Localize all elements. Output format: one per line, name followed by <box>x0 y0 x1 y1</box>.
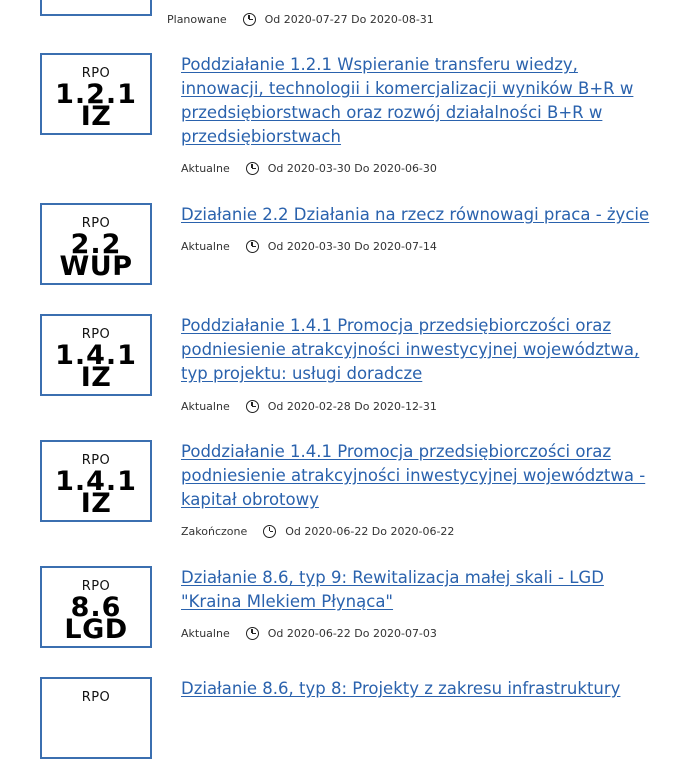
call-title-link[interactable]: Działanie 8.6, typ 8: Projekty z zakresu infrastruktury <box>181 679 621 698</box>
date-range: Od 2020-03-30 Do 2020-07-14 <box>267 239 437 253</box>
program-badge[interactable] <box>40 314 152 396</box>
status-label: Aktualne <box>181 239 230 253</box>
badge-institution: IZ <box>80 488 112 519</box>
item-meta <box>181 159 437 177</box>
program-badge[interactable] <box>40 677 152 759</box>
badge-program: RPO <box>81 66 111 81</box>
item-meta <box>181 237 437 255</box>
status-label: Aktualne <box>181 399 230 413</box>
badge-program: RPO <box>81 690 111 705</box>
item-meta <box>181 522 454 540</box>
status-label: Aktualne <box>181 626 230 640</box>
call-title-link[interactable]: Działanie 2.2 Działania na rzecz równowagi praca - życie <box>181 205 650 224</box>
item-meta <box>181 624 437 642</box>
badge-number: 1.4.1 <box>55 466 137 497</box>
item-meta <box>167 10 434 28</box>
status-label: Aktualne <box>181 161 230 175</box>
program-badge[interactable] <box>40 0 152 16</box>
date-range: Od 2020-06-22 Do 2020-07-03 <box>267 626 437 640</box>
clock-icon <box>246 162 259 175</box>
badge-number: 1.2.1 <box>55 79 137 110</box>
badge-institution: IZ <box>80 101 112 132</box>
badge-institution: IZ <box>80 362 112 393</box>
date-range: Od 2020-07-27 Do 2020-08-31 <box>264 12 434 26</box>
badge-institution: WUP <box>59 251 133 282</box>
date-range: Od 2020-06-22 Do 2020-06-22 <box>285 524 455 538</box>
program-badge[interactable] <box>40 440 152 522</box>
clock-icon <box>246 400 259 413</box>
badge-number: 1.4.1 <box>55 340 137 371</box>
clock-icon <box>243 13 256 26</box>
badge-program: RPO <box>81 579 111 594</box>
clock-icon <box>246 240 259 253</box>
badge-program: RPO <box>81 453 111 468</box>
call-title-link[interactable]: Poddziałanie 1.2.1 Wspieranie transferu wiedzy, innowacji, technologii i komercjalizacji wyników B+R w przedsiębiorstwach oraz rozwój działalności B+R w przedsiębiorstwach <box>181 55 634 146</box>
clock-icon <box>246 627 259 640</box>
call-title-link[interactable]: Poddziałanie 1.4.1 Promocja przedsiębiorczości oraz podniesienie atrakcyjności inwestycyjnej województwa, typ projektu: usługi doradcze <box>181 316 640 383</box>
call-title-link[interactable]: Działanie 8.6, typ 9: Rewitalizacja małej skali - LGD "Kraina Mlekiem Płynąca" <box>181 568 604 611</box>
call-title-link[interactable]: Poddziałanie 1.4.1 Promocja przedsiębiorczości oraz podniesienie atrakcyjności inwestycyjnej województwa - kapitał obrotowy <box>181 442 646 509</box>
badge-program: RPO <box>81 327 111 342</box>
program-badge[interactable] <box>40 566 152 648</box>
program-badge[interactable] <box>40 203 152 285</box>
item-meta <box>181 397 437 415</box>
clock-icon <box>263 525 276 538</box>
badge-institution: LGD <box>64 614 128 645</box>
badge-number: 2.2 <box>70 229 122 260</box>
date-range: Od 2020-03-30 Do 2020-06-30 <box>267 161 437 175</box>
program-badge[interactable] <box>40 53 152 135</box>
badge-program: RPO <box>81 216 111 231</box>
status-label: Planowane <box>167 12 227 26</box>
status-label: Zakończone <box>181 524 248 538</box>
badge-number: 8.6 <box>70 592 122 623</box>
date-range: Od 2020-02-28 Do 2020-12-31 <box>267 399 437 413</box>
